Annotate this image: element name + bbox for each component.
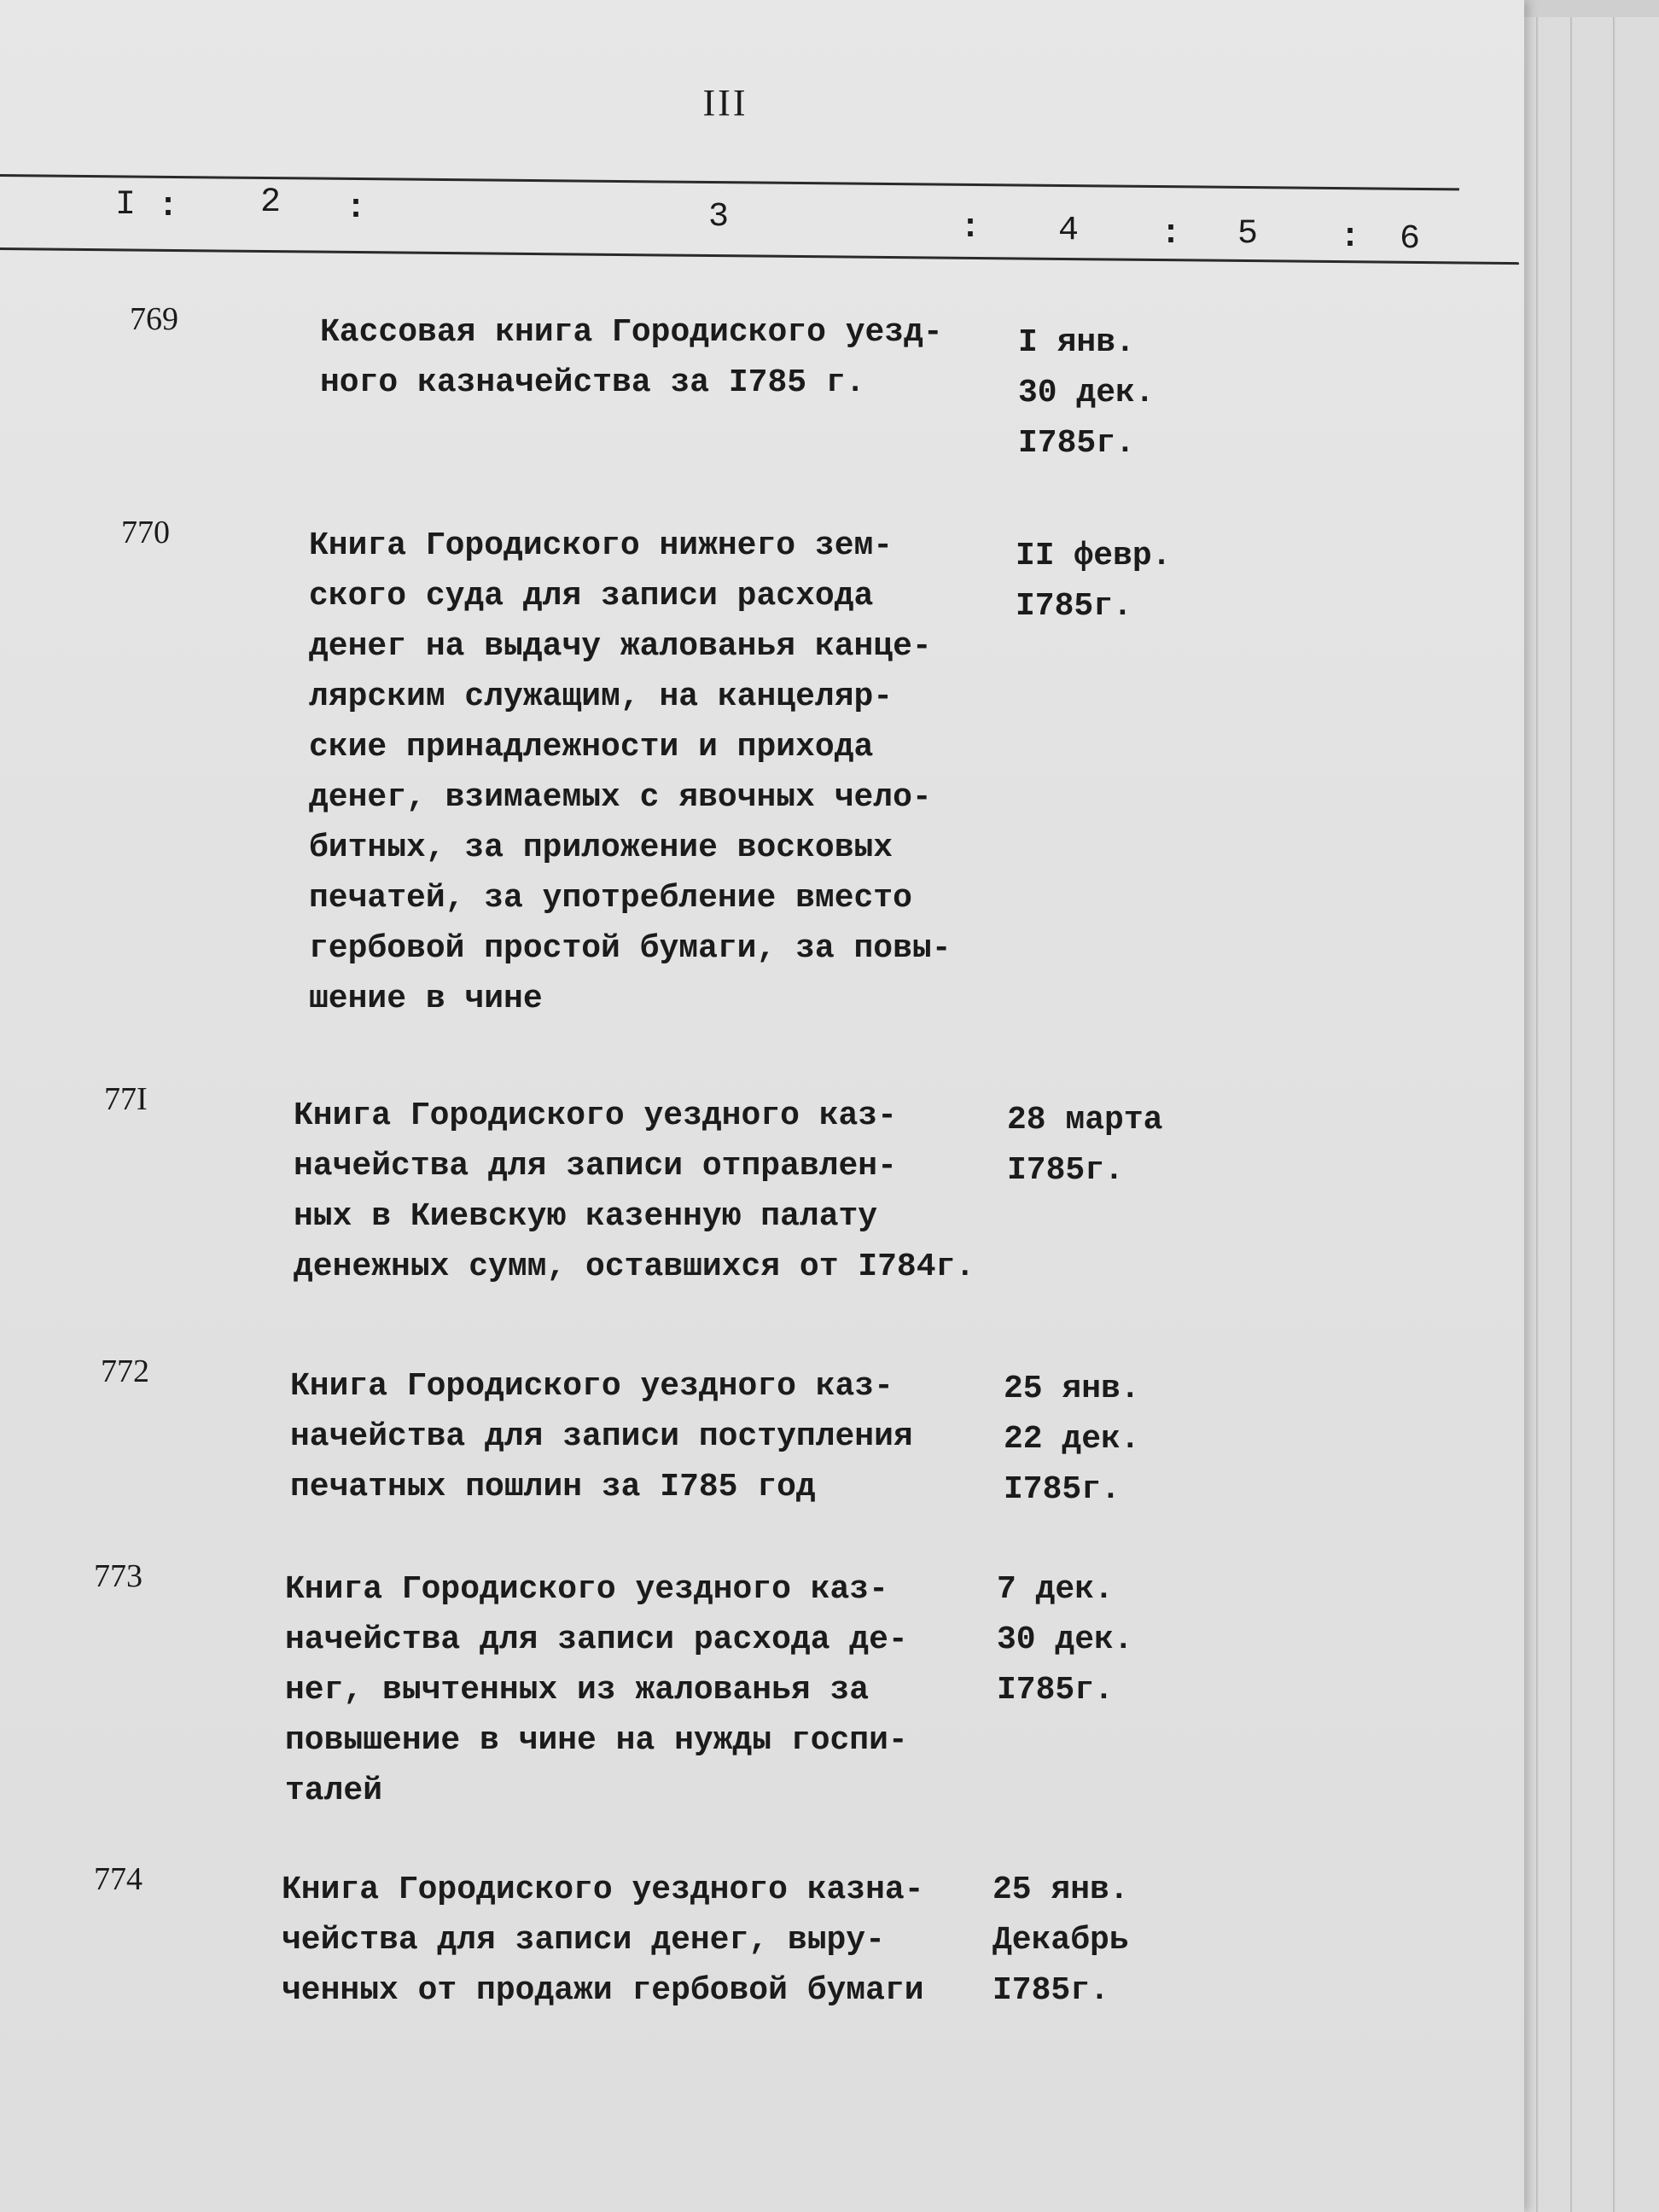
page-number: III (702, 82, 748, 124)
date-line: I785г. (1004, 1471, 1121, 1508)
entry-number: 774 (94, 1861, 143, 1897)
column-header-3: 3 (708, 198, 730, 236)
header-rule-top (0, 174, 1459, 190)
column-separator: : (1161, 215, 1182, 253)
header-rule-bottom (0, 247, 1519, 265)
description-line: печатных пошлин за I785 год (290, 1469, 816, 1505)
column-separator: : (1340, 218, 1361, 257)
description-line: повышение в чине на нужды госпи- (285, 1722, 908, 1759)
description-line: ных в Киевскую казенную палату (294, 1198, 878, 1235)
entry-dates (997, 1564, 1133, 1715)
entry-description (290, 1361, 990, 1512)
description-line: лярским служащим, на канцеляр- (309, 678, 894, 715)
description-line: чейства для записи денег, выру- (282, 1922, 885, 1959)
description-line: денег, взимаемых с явочных чело- (309, 779, 932, 816)
entry-dates (1004, 1364, 1140, 1515)
date-line: 30 дек. (997, 1621, 1133, 1658)
description-line: Книга Городиского нижнего зем- (309, 527, 894, 564)
description-line: ского суда для записи расхода (309, 578, 874, 614)
entry-dates (992, 1865, 1129, 2016)
date-line: I785г. (1016, 588, 1132, 625)
entry-description (282, 1865, 981, 2016)
entry-description (320, 307, 1020, 408)
date-line: 25 янв. (1004, 1371, 1140, 1407)
description-line: начейства для записи поступления (290, 1418, 913, 1455)
description-line: Книга Городиского уездного каз- (294, 1097, 897, 1134)
entry-description (294, 1091, 993, 1292)
description-line: начейства для записи отправлен- (294, 1148, 897, 1185)
date-line: I янв. (1018, 324, 1135, 361)
description-line: Книга Городиского уездного каз- (285, 1571, 888, 1608)
date-line: 30 дек. (1018, 375, 1155, 411)
description-line: ченных от продажи гербовой бумаги (282, 1972, 924, 2009)
column-header-5: 5 (1237, 215, 1259, 253)
description-line: денежных сумм, оставшихся от I784г. (294, 1249, 975, 1285)
entry-dates (1007, 1095, 1162, 1196)
date-line: I785г. (992, 1972, 1109, 2009)
date-line: I785г. (1007, 1152, 1124, 1189)
description-line: Кассовая книга Городиского уезд- (320, 314, 943, 351)
entry-number: 773 (94, 1558, 143, 1594)
date-line: 25 янв. (992, 1871, 1129, 1908)
entry-number: 77I (104, 1081, 148, 1117)
sheet-edge (1613, 17, 1616, 2212)
date-line: Декабрь (992, 1922, 1129, 1959)
column-header-1: I (115, 186, 137, 224)
column-separator: : (158, 188, 179, 226)
date-line: 22 дек. (1004, 1421, 1140, 1458)
description-line: начейства для записи расхода де- (285, 1621, 908, 1658)
description-line: шение в чине (309, 981, 543, 1017)
description-line: Книга Городиского уездного казна- (282, 1871, 924, 1908)
description-line: битных, за приложение восковых (309, 830, 894, 866)
description-line: ного казначейства за I785 г. (320, 364, 865, 401)
entry-dates (1016, 531, 1171, 632)
description-line: нег, вычтенных из жалованья за (285, 1672, 870, 1708)
entry-number: 770 (121, 515, 170, 550)
column-separator: : (346, 189, 367, 228)
sheet-edge (1570, 17, 1574, 2212)
description-line: гербовой простой бумаги, за повы- (309, 930, 952, 967)
entry-number: 772 (101, 1353, 149, 1389)
description-line: Книга Городиского уездного каз- (290, 1368, 894, 1405)
description-line: печатей, за употребление вместо (309, 880, 912, 917)
description-line: ские принадлежности и прихода (309, 729, 874, 765)
column-header-4: 4 (1058, 212, 1080, 250)
description-line: денег на выдачу жалованья канце- (309, 628, 932, 665)
column-separator: : (960, 209, 981, 247)
date-line: I785г. (1018, 425, 1135, 462)
entry-number: 769 (130, 301, 178, 337)
date-line: 28 марта (1007, 1102, 1163, 1138)
date-line: I785г. (997, 1672, 1114, 1708)
date-line: II февр. (1016, 538, 1172, 574)
date-line: 7 дек. (997, 1571, 1114, 1608)
column-header-2: 2 (260, 183, 282, 222)
entry-description (285, 1564, 985, 1816)
entry-description (309, 521, 1009, 1024)
description-line: талей (285, 1773, 383, 1809)
sheet-edge (1536, 17, 1540, 2212)
column-header-6: 6 (1400, 220, 1421, 259)
entry-dates (1018, 317, 1155, 469)
